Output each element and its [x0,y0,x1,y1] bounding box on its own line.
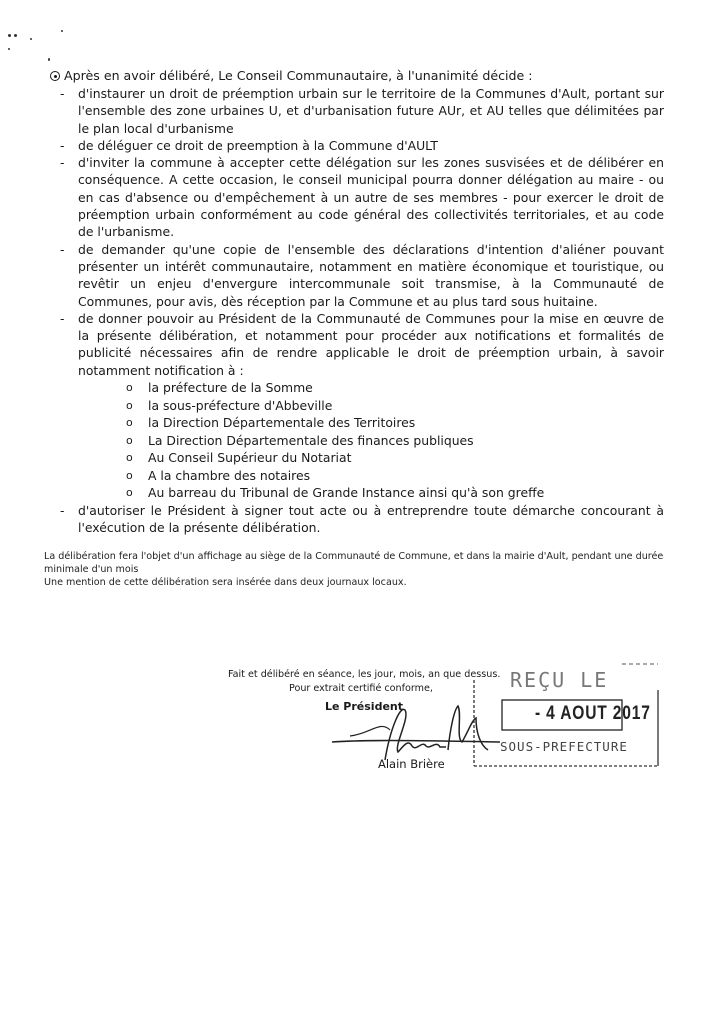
dash-marker: - [60,137,65,153]
decision-text: d'inviter la commune à accepter cette délégation sur les zones susvisées et de délibérer en conséquence. A cette occasion, le conseil municipal pourra donner délégation au maire - ou en cas d'absence ou d'empêchement à un autre de ses membres - pour exercer le droit de préemption urbain conformément au code général des collectivités territoriales, et au code de l'urbanisme. [78,155,664,240]
dash-marker: - [60,241,65,257]
notification-item: o la Direction Départementale des Territoires [126,415,416,431]
dash-marker: - [60,155,65,171]
stamp-date: - 4 AOUT 2017 [535,703,651,724]
notification-item: o la préfecture de la Somme [126,380,313,396]
decision-item [58,137,664,154]
notification-item: o La Direction Départementale des finances publiques [126,432,474,448]
publication-note [44,550,684,589]
circle-bullet-icon: o [126,416,133,430]
circle-bullet-icon: o [126,433,133,447]
notification-item: o la sous-préfecture d'Abbeville [126,397,333,413]
stamp-footer: SOUS-PREFECTURE [500,739,628,754]
decision-list [58,85,664,536]
notification-item: o Au barreau du Tribunal de Grande Instance ainsi qu'à son greffe [126,485,545,501]
dash-marker: - [60,502,65,518]
decision-item [58,85,664,137]
notification-item: o Au Conseil Supérieur du Notariat [126,450,352,466]
dash-marker: - [60,310,65,326]
decision-text: d'autoriser le Président à signer tout acte ou à entreprendre toute démarche concourant à l'exécution de la présente délibération. [78,502,664,535]
circle-bullet-icon: o [126,381,133,395]
decision-item [58,154,664,240]
intro-text: Après en avoir délibéré, Le Conseil Communautaire, à l'unanimité décide : [64,68,533,83]
note-line: Une mention de cette délibération sera insérée dans deux journaux locaux. [44,577,407,588]
signatory-name: Alain Brière [378,757,445,771]
scan-specks [8,28,78,68]
circle-bullet-icon: o [126,398,133,412]
notification-item: o A la chambre des notaires [126,467,311,483]
closing-line: Fait et délibéré en séance, les jour, mois, an que dessus. [228,669,501,680]
note-line: La délibération fera l'objet d'un affichage au siège de la Communauté de Commune, et dans la mairie d'Ault, pendant une durée minimale d'un mois [44,551,664,575]
stamp-title: REÇU LE [510,668,609,692]
decision-text: d'instaurer un droit de préemption urbain sur le territoire de la Communes d'Ault, portant sur l'ensemble des zone urbaines U, et d'urbanisation future AUr, et AU telles que délimitées par le plan local d'urbanisme [78,86,664,136]
decision-text: de déléguer ce droit de preemption à la Commune d'AULT [78,137,438,153]
certification-line: Pour extrait certifié conforme, [289,683,433,694]
circle-bullet-icon: o [126,468,133,482]
decision-item [58,310,664,379]
dash-marker: - [60,86,65,101]
decision-text: de donner pouvoir au Président de la Communauté de Communes pour la mise en œuvre de la présente délibération, et notamment pour procéder aux notifications et formalités de publicité nécessaires afin de rendre applicable le droit de préemption urbain, à savoir notamment notification à : [78,310,664,378]
signatory-title: Le Président [325,700,403,713]
circle-bullet-icon: o [126,451,133,465]
circle-bullet-icon: o [126,486,133,500]
decision-text: de demander qu'une copie de l'ensemble des déclarations d'intention d'aliéner pouvant présenter un intérêt communautaire, notamment en matière économique et touristique, ou revêtir un enjeu d'envergure intercommunale soit transmise, à la Communauté de Communes, pour avis, dès réception par la Commune et au plus tard sous huitaine. [78,241,664,309]
decision-intro [50,67,533,84]
decision-item [58,241,664,310]
decision-item [58,502,664,537]
bullet-circle-icon [50,71,60,81]
notification-list [58,379,664,502]
